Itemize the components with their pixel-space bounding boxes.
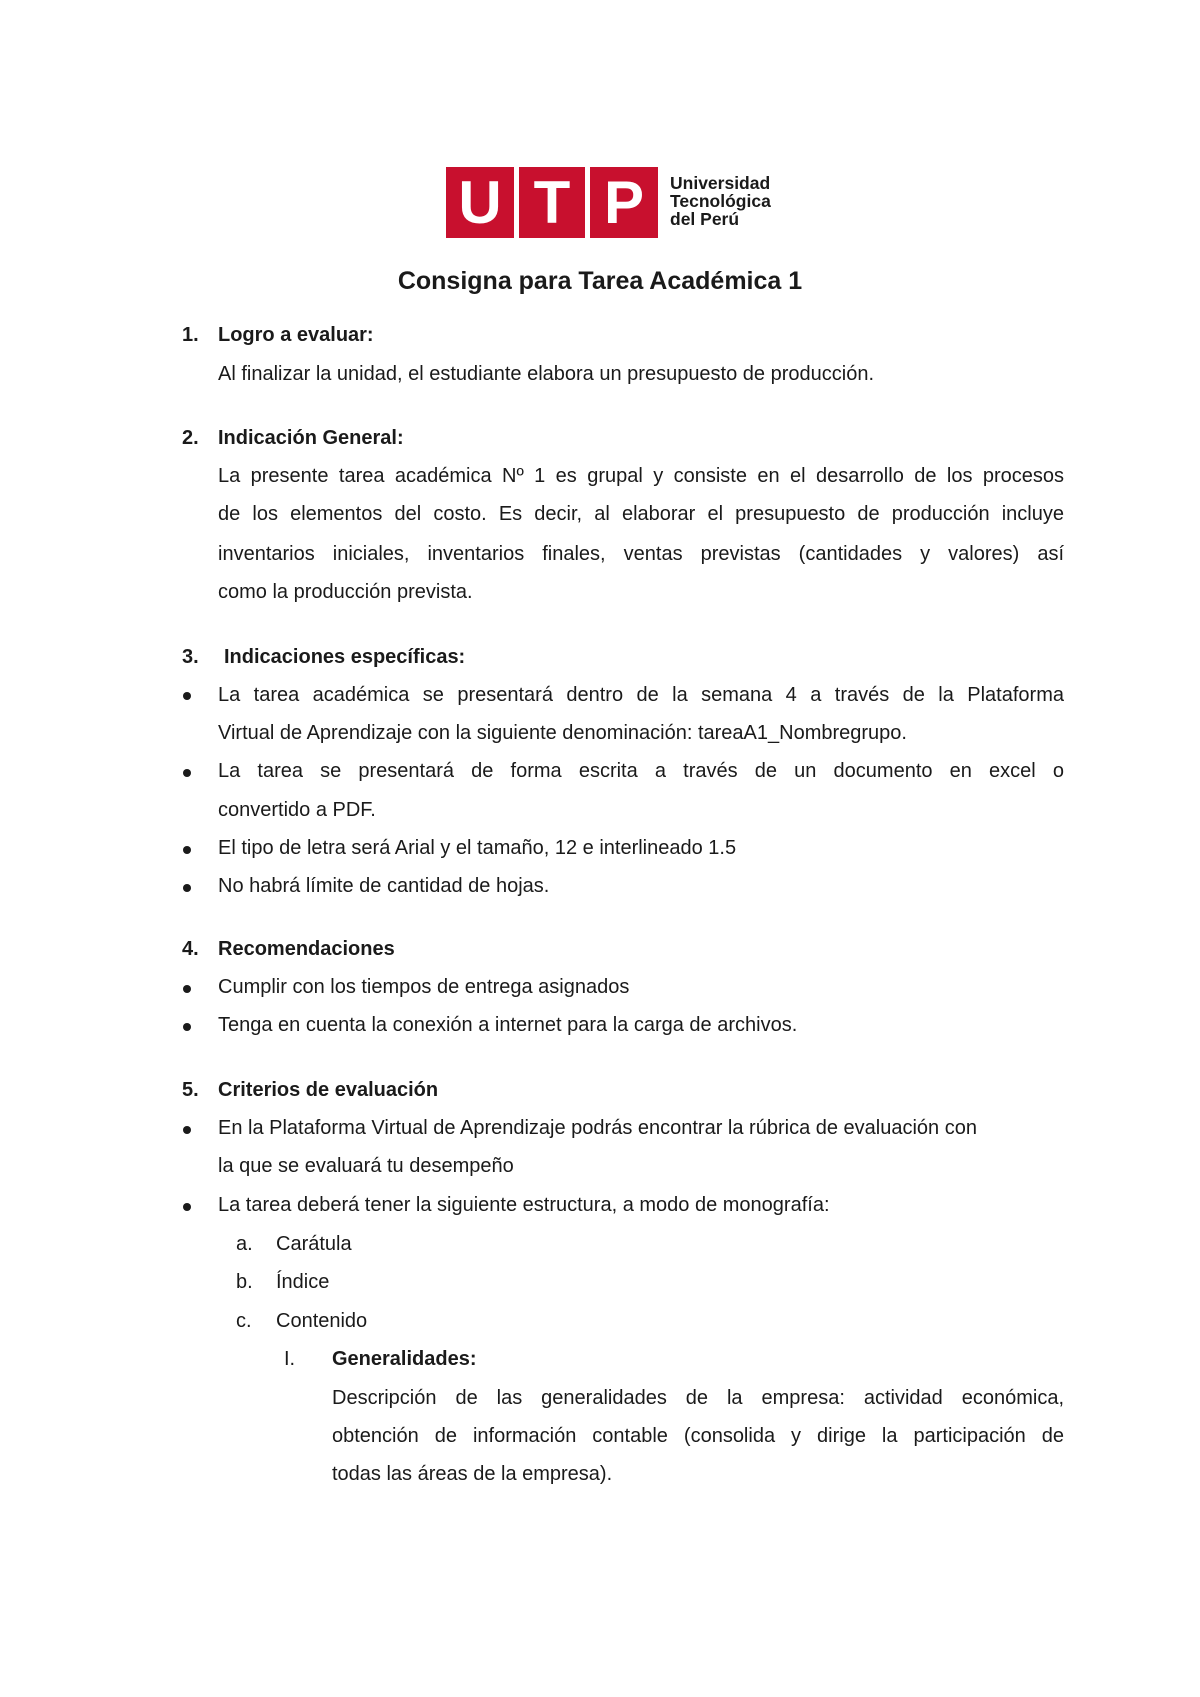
bullet-icon	[183, 846, 191, 854]
section-heading-recomendaciones: Recomendaciones	[218, 938, 395, 960]
paragraph-line: Descripción de las generalidades de la empresa: actividad económica,	[332, 1387, 1064, 1409]
list-item-continuation: Virtual de Aprendizaje con la siguiente denominación: tareaA1_Nombregrupo.	[218, 722, 907, 744]
logo-letter-p: P	[603, 169, 645, 236]
paragraph-line: todas las áreas de la empresa).	[332, 1463, 613, 1485]
bullet-icon	[183, 692, 191, 700]
list-item: La tarea se presentará de forma escrita a través de un documento en excel o	[218, 760, 1064, 782]
section-number: 4.	[182, 938, 199, 960]
section-heading-logro: Logro a evaluar:	[218, 324, 374, 346]
section-number: 2.	[182, 427, 199, 449]
logo-mark	[446, 167, 658, 238]
list-item: Cumplir con los tiempos de entrega asignados	[218, 976, 630, 998]
list-item: En la Plataforma Virtual de Aprendizaje podrás encontrar la rúbrica de evaluación con	[218, 1117, 977, 1139]
paragraph-line: de los elementos del costo. Es decir, al elaborar el presupuesto de producción incluye	[218, 503, 1064, 525]
page-title: Consigna para Tarea Académica 1	[397, 267, 803, 295]
list-marker: a.	[236, 1233, 253, 1255]
logo-text-line: del Perú	[670, 209, 740, 229]
section-heading-indicaciones-especificas: Indicaciones específicas:	[224, 646, 466, 668]
section-number: 3.	[182, 646, 199, 668]
section-number: 1.	[182, 324, 199, 346]
subsection-heading-generalidades: Generalidades:	[332, 1348, 477, 1370]
structure-item-contenido: Contenido	[276, 1310, 368, 1332]
list-marker: I.	[284, 1348, 296, 1370]
bullet-icon	[183, 769, 191, 777]
list-item: Tenga en cuenta la conexión a internet para la carga de archivos.	[218, 1014, 798, 1036]
bullet-icon	[183, 884, 191, 892]
list-item: No habrá límite de cantidad de hojas.	[218, 875, 550, 897]
bullet-icon	[183, 1203, 191, 1211]
list-item-continuation: la que se evaluará tu desempeño	[218, 1155, 514, 1177]
bullet-icon	[183, 1126, 191, 1134]
paragraph-line: como la producción prevista.	[218, 581, 473, 603]
utp-logo	[446, 167, 771, 238]
section-body: Al finalizar la unidad, el estudiante elabora un presupuesto de producción.	[218, 363, 874, 385]
section-heading-criterios: Criterios de evaluación	[218, 1079, 439, 1101]
section-number: 5.	[182, 1079, 199, 1101]
logo-letter-t: T	[533, 169, 571, 236]
structure-item-caratula: Carátula	[276, 1233, 352, 1255]
list-item: La tarea deberá tener la siguiente estructura, a modo de monografía:	[218, 1194, 830, 1216]
logo-text-line: Universidad	[670, 173, 771, 193]
paragraph-line: obtención de información contable (consolida y dirige la participación de	[332, 1425, 1064, 1447]
paragraph-line: inventarios iniciales, inventarios finales, ventas previstas (cantidades y valores) así	[218, 543, 1064, 565]
list-marker: c.	[236, 1310, 252, 1332]
paragraph-line: La presente tarea académica Nº 1 es grupal y consiste en el desarrollo de los procesos	[218, 465, 1064, 487]
list-marker: b.	[236, 1271, 253, 1293]
structure-item-indice: Índice	[276, 1271, 330, 1293]
bullet-icon	[183, 985, 191, 993]
logo-text-line: Tecnológica	[670, 191, 771, 211]
list-item-continuation: convertido a PDF.	[218, 799, 376, 821]
section-heading-indicacion-general: Indicación General:	[218, 427, 404, 449]
bullet-icon	[183, 1023, 191, 1031]
logo-wordmark	[670, 174, 771, 228]
list-item: La tarea académica se presentará dentro de la semana 4 a través de la Plataforma	[218, 684, 1064, 706]
logo-letter-u: U	[458, 169, 502, 236]
list-item: El tipo de letra será Arial y el tamaño, 12 e interlineado 1.5	[218, 837, 737, 859]
